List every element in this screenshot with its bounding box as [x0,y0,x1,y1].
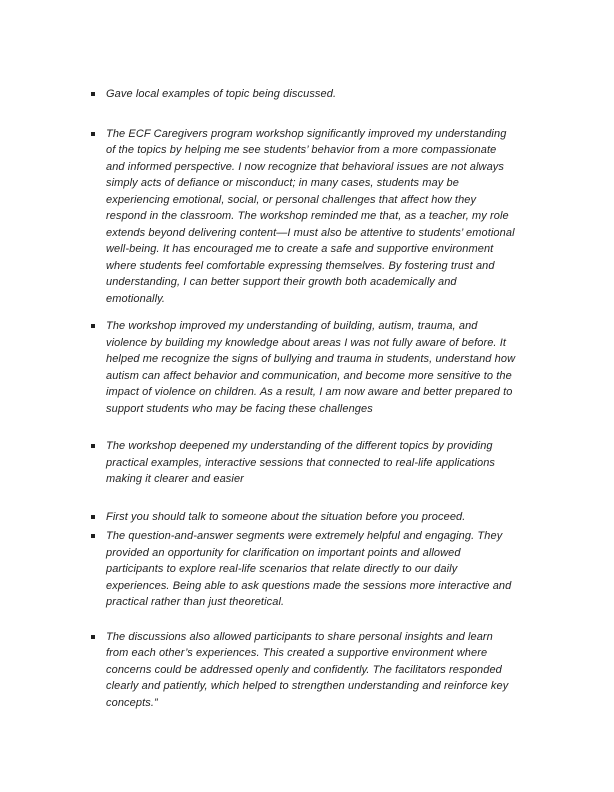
list-item-text: The workshop deepened my understanding of the different topics by providing practical examples, interactive sessions that connected to real-life applications making it clearer and easier [106,440,496,485]
square-bullet-icon [91,132,95,136]
bullet-list [90,86,518,711]
list-item [90,318,518,417]
list-item-text: The workshop improved my understanding of building, autism, trauma, and violence by building my knowledge about areas I was not fully aware of before. It helped me recognize the signs of bullying and trauma in students, understand how autism can affect behavior and communication, and become more sensitive to the impact of violence on children. As a result, I am now aware and better prepared to support students who may be facing these challenges [106,320,516,415]
list-item [90,126,518,308]
square-bullet-icon [91,515,95,519]
list-item [90,509,518,526]
list-item [90,438,518,488]
square-bullet-icon [91,444,95,448]
list-item-text: First you should talk to someone about the situation before you proceed. [106,510,466,523]
list-item-text: The question-and-answer segments were extremely helpful and engaging. They provided an opportunity for clarification on important points and allowed participants to explore real-life scenarios that relate directly to our daily experiences. Being able to ask questions made the sessions more interactive and practical rather than just theoretical. [106,530,512,608]
list-item-text: Gave local examples of topic being discussed. [106,88,337,100]
list-item [90,86,518,103]
square-bullet-icon [91,92,95,96]
list-item [90,528,518,611]
square-bullet-icon [91,324,95,328]
list-item-text: The discussions also allowed participants to share personal insights and learn from each other’s experiences. This created a supportive environment where concerns could be addressed openly and confidently. The facilitators responded clearly and patiently, which helped to strengthen understanding and reinforce key concepts.” [106,630,509,709]
square-bullet-icon [91,635,95,639]
list-item [90,629,518,712]
list-item-text: The ECF Caregivers program workshop significantly improved my understanding of the topics by helping me see students’ behavior from a more compassionate and informed perspective. I now recognize that behavioral issues are not always simply acts of defiance or misconduct; in many cases, students may be experiencing emotional, social, or personal challenges that affect how they respond in the classroom. The workshop reminded me that, as a teacher, my role extends beyond delivering content—I must also be attentive to students’ emotional well-being. It has encouraged me to create a safe and supportive environment where students feel comfortable expressing themselves. By fostering trust and understanding, I can better support their growth both academically and emotionally. [106,127,515,305]
square-bullet-icon [91,534,95,538]
